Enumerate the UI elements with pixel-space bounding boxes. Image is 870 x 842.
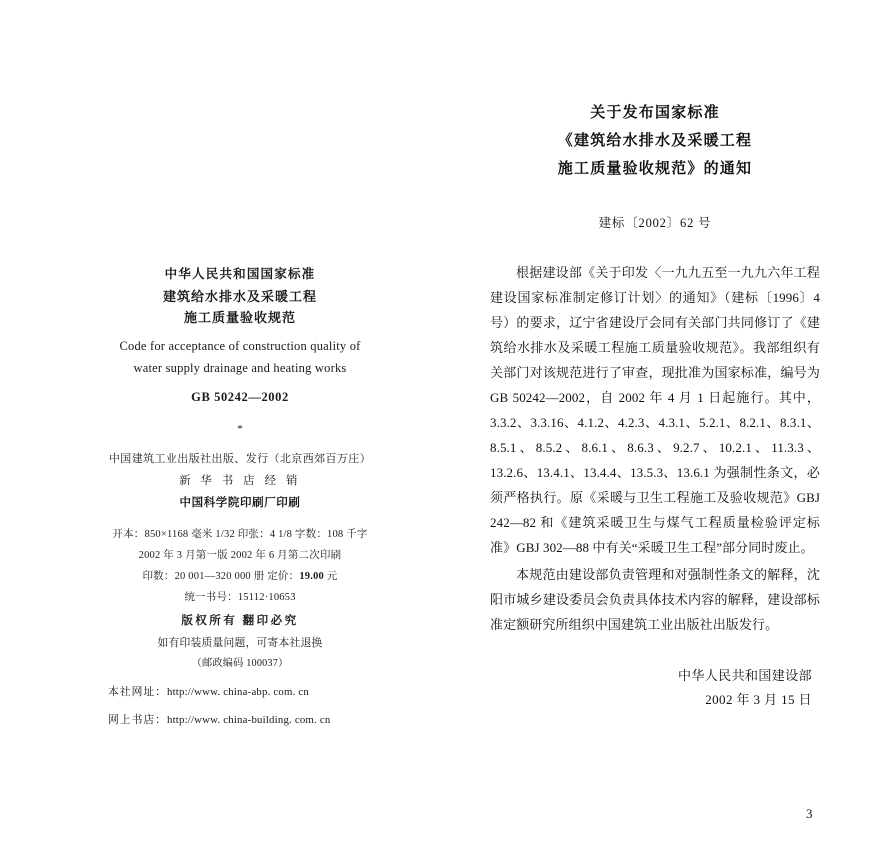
notice-heading-line-2: 《建筑给水排水及采暖工程 <box>557 132 753 149</box>
printer-line: 中国科学院印刷厂印刷 <box>179 497 301 510</box>
book-title-line-1: 建筑给水排水及采暖工程 <box>162 289 317 305</box>
bookstore-label: 网上书店： <box>108 714 167 727</box>
english-title-line-1: Code for acceptance of construction quality of <box>119 338 361 353</box>
bookstore-line <box>108 709 420 732</box>
separator-asterisk: * <box>237 422 243 435</box>
notice-page <box>490 100 820 712</box>
publisher-line: 中国建筑工业出版社出版、发行（北京西郊百万庄） <box>108 452 372 465</box>
quality-note: 如有印装质量问题，可寄本社退换 <box>157 636 323 649</box>
print-spec-line-2: 2002 年 3 月第一版 2002 年 6 月第二次印刷 <box>138 549 342 561</box>
postal-code: （邮政编码 100037） <box>191 658 289 670</box>
distributor-line: 新 华 书 店 经 销 <box>179 474 301 487</box>
notice-heading-line-3: 施工质量验收规范》的通知 <box>557 160 753 177</box>
website-url[interactable]: http://www. china-abp. com. cn <box>166 685 310 698</box>
copyright-notice: 版权所有 翻印必究 <box>181 614 299 627</box>
signature-organization: 中华人民共和国建设部 <box>677 667 812 683</box>
print-run-label: 印数：20 001—320 000 册 定价： <box>142 570 300 582</box>
notice-heading-line-1: 关于发布国家标准 <box>590 105 720 121</box>
standard-header: 中华人民共和国国家标准 <box>164 267 316 281</box>
print-spec-line-1: 开本：850×1168 毫米 1/32 印张：4 1/8 字数：108 千字 <box>112 528 368 540</box>
website-line <box>108 681 420 704</box>
notice-paragraph-1: 根据建设部《关于印发〈一九九五至一九九六年工程建设国家标准制定修订计划〉的通知》（建标〔1996〕4 号）的要求，辽宁省建设厅会同有关部门共同修订了《建筑给水排水及采暖工程施工质量验收规范》。我部组织有关部门对该规范进行了审查，现批准为国家标准，编号为 GB 50242—2002，自 2002 年 4 月 1 日起施行。其中，3.3.2、3.3.16、4.1.2、4.2.3、4.3.1、5.2.1、8.2.1、8.3.1、8.5.1、8.5.2、8.6.1、8.6.3、9.2.7、10.2.1、11.3.3、13.2.6、13.4.1、13.4.4、13.5.3、13.6.1 为强制性条文，必须严格执行。原《采暖与卫生工程施工及验收规范》GBJ 242—82 和《建筑采暖卫生与煤气工程质量检验评定标准》GBJ 302—88 中有关“采暖卫生工程”部分同时废止。 <box>490 265 820 555</box>
notice-body <box>490 261 820 637</box>
bookstore-url[interactable]: http://www. china-building. com. cn <box>166 714 331 727</box>
notice-paragraph-2: 本规范由建设部负责管理和对强制性条文的解释，沈阳市城乡建设委员会负责具体技术内容的解释，建设部标准定额研究所组织中国建筑工业出版社出版发行。 <box>490 566 820 632</box>
print-spec-line-3 <box>60 566 420 587</box>
english-title-line-2: water supply drainage and heating works <box>133 360 347 375</box>
spacer <box>60 515 420 524</box>
website-label: 本社网址： <box>108 685 167 698</box>
book-title-line-2: 施工质量验收规范 <box>183 309 296 325</box>
unified-book-number: 统一书号：15112·10653 <box>184 591 296 603</box>
price-value: 19.00 <box>299 570 324 582</box>
notice-signature <box>490 664 820 712</box>
colophon-page <box>60 265 420 732</box>
price-unit: 元 <box>323 570 338 582</box>
standard-code: GB 50242—2002 <box>191 390 289 405</box>
signature-date: 2002 年 3 月 15 日 <box>705 691 812 707</box>
page-number: 3 <box>806 806 813 821</box>
notice-heading <box>490 100 820 183</box>
document-number: 建标〔2002〕62 号 <box>598 216 712 231</box>
